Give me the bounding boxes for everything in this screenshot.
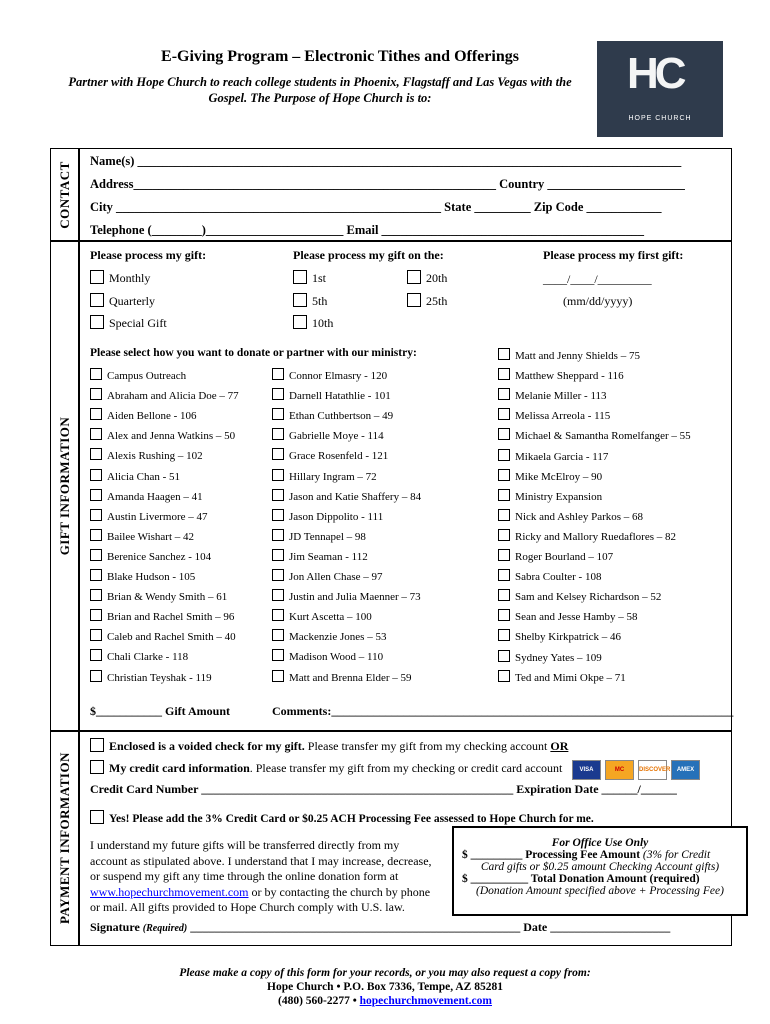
frequency-monthly[interactable]: Monthly	[90, 270, 150, 286]
footer-website-link[interactable]: hopechurchmovement.com	[359, 995, 492, 1007]
footer: Please make a copy of this form for your records, or you may also request a copy from: Hope Church • P.O. Box 7336, Tempe, AZ 85281 (480) 560-2277 • hopechurchmovement.com	[179, 967, 591, 1007]
ministry-option[interactable]: Matt and Jenny Shields – 75	[498, 348, 640, 362]
card-number-field[interactable]: Credit Card Number ____________________________________________________ Expiration Date ______/______	[90, 782, 677, 796]
ministry-option[interactable]: Jason and Katie Shaffery – 84	[272, 489, 421, 503]
checkbox[interactable]	[90, 408, 102, 420]
checkbox[interactable]	[272, 388, 284, 400]
checkbox[interactable]	[90, 649, 102, 661]
checkbox[interactable]	[407, 293, 421, 307]
ministry-option[interactable]: Alex and Jenna Watkins – 50	[90, 428, 235, 442]
ministry-option[interactable]: Berenice Sanchez - 104	[90, 549, 211, 563]
ministry-option[interactable]: Shelby Kirkpatrick – 46	[498, 629, 621, 643]
checkbox[interactable]	[498, 348, 510, 360]
checkbox[interactable]	[272, 408, 284, 420]
accepted-cards	[572, 758, 704, 780]
mastercard-icon: MC	[605, 760, 634, 780]
frequency-quarterly[interactable]: Quarterly	[90, 293, 155, 309]
ministry-option[interactable]: Connor Elmasry - 120	[272, 368, 387, 382]
gift-section-label: GIFT INFORMATION	[50, 240, 80, 732]
ministry-option[interactable]: Amanda Haagen – 41	[90, 489, 203, 503]
hope-church-logo	[597, 41, 723, 137]
ministry-option[interactable]: Matthew Sheppard - 116	[498, 368, 624, 382]
ministry-select-prompt: Please select how you want to donate or partner with our ministry:	[90, 347, 417, 359]
comments-field[interactable]: Comments:___________________________________________________________________	[272, 704, 734, 718]
voided-check-option[interactable]: Enclosed is a voided check for my gift. Please transfer my gift from my checking account OR	[90, 738, 568, 754]
checkbox[interactable]	[498, 569, 510, 581]
logo-mark: HC	[627, 49, 683, 98]
office-use-box: For Office Use Only $ _________ Processing Fee Amount (3% for Credit Card gifts or $0.25 amount Checking Account gifts) $ __________ Total Donation Amount (required) (Donation Amount specified above + Processing Fee)	[452, 826, 748, 916]
checkbox[interactable]	[272, 469, 284, 481]
checkbox[interactable]	[272, 629, 284, 641]
checkbox[interactable]	[293, 315, 307, 329]
ministry-option[interactable]: Bailee Wishart – 42	[90, 529, 194, 543]
logo-text: HOPE CHURCH	[628, 115, 692, 122]
checkbox[interactable]	[272, 569, 284, 581]
ministry-option[interactable]: Sean and Jesse Hamby – 58	[498, 609, 638, 623]
day-5th[interactable]: 5th	[293, 293, 327, 309]
ministry-option[interactable]: JD Tennapel – 98	[272, 529, 366, 543]
ministry-option[interactable]: Alexis Rushing – 102	[90, 448, 203, 462]
process-gift-label: Please process my gift:	[90, 248, 207, 262]
gift-amount-field[interactable]: $___________ Gift Amount	[90, 704, 231, 718]
ministry-option[interactable]: Melissa Arreola - 115	[498, 408, 610, 422]
checkbox[interactable]	[407, 270, 421, 284]
checkbox[interactable]	[90, 293, 104, 307]
website-link[interactable]: www.hopechurchmovement.com	[90, 884, 249, 899]
contact-section-label: CONTACT	[50, 148, 80, 242]
form-title: E-Giving Program – Electronic Tithes and Offerings	[161, 48, 519, 65]
checkbox[interactable]	[90, 448, 102, 460]
ministry-option[interactable]: Sam and Kelsey Richardson – 52	[498, 589, 661, 603]
discover-icon: DISCOVER	[638, 760, 667, 780]
ministry-option[interactable]: Ministry Expansion	[498, 489, 602, 503]
ministry-option[interactable]: Roger Bourland – 107	[498, 549, 613, 563]
city-state-zip-field[interactable]: City ____________________________________________________ State _________ Zip Code ____________	[90, 200, 662, 214]
ministry-option[interactable]: Darnell Hatathlie - 101	[272, 388, 391, 402]
checkbox[interactable]	[90, 388, 102, 400]
ministry-option[interactable]: Grace Rosenfeld - 121	[272, 448, 388, 462]
checkbox[interactable]	[498, 670, 510, 682]
checkbox[interactable]	[498, 589, 510, 601]
ministry-option[interactable]: Melanie Miller - 113	[498, 388, 607, 402]
ministry-option[interactable]: Brian and Rachel Smith – 96	[90, 609, 234, 623]
checkbox[interactable]	[90, 629, 102, 641]
ministry-option[interactable]: Ethan Cuthbertson – 49	[272, 408, 393, 422]
address-field[interactable]: Address__________________________________________________________ Country ______________________	[90, 177, 685, 191]
ministry-option[interactable]: Ricky and Mallory Ruedaflores – 82	[498, 529, 676, 543]
checkbox[interactable]	[90, 810, 104, 824]
ministry-option[interactable]: Michael & Samantha Romelfanger – 55	[498, 428, 691, 442]
checkbox[interactable]	[498, 449, 510, 461]
ministry-option[interactable]: Sydney Yates – 109	[498, 650, 602, 664]
frequency-special[interactable]: Special Gift	[90, 315, 167, 331]
checkbox[interactable]	[90, 529, 102, 541]
checkbox[interactable]	[498, 368, 510, 380]
checkbox[interactable]	[90, 738, 104, 752]
day-20th[interactable]: 20th	[407, 270, 447, 286]
checkbox[interactable]	[90, 569, 102, 581]
checkbox[interactable]	[498, 509, 510, 521]
checkbox[interactable]	[498, 469, 510, 481]
ministry-option[interactable]: Madison Wood – 110	[272, 649, 383, 663]
day-25th[interactable]: 25th	[407, 293, 447, 309]
checkbox[interactable]	[272, 428, 284, 440]
checkbox[interactable]	[498, 609, 510, 621]
ministry-option[interactable]: Matt and Brenna Elder – 59	[272, 670, 412, 684]
date-format-hint: (mm/dd/yyyy)	[563, 294, 633, 308]
ministry-option[interactable]: Blake Hudson - 105	[90, 569, 195, 583]
checkbox[interactable]	[90, 670, 102, 682]
checkbox[interactable]	[293, 270, 307, 284]
checkbox[interactable]	[90, 549, 102, 561]
ministry-option[interactable]: Mike McElroy – 90	[498, 469, 602, 483]
ministry-option[interactable]: Nick and Ashley Parkos – 68	[498, 509, 643, 523]
ministry-option[interactable]: Campus Outreach	[90, 368, 186, 382]
ministry-option[interactable]: Austin Livermore – 47	[90, 509, 208, 523]
checkbox[interactable]	[272, 670, 284, 682]
ministry-option[interactable]: Ted and Mimi Okpe – 71	[498, 670, 626, 684]
ministry-option[interactable]: Jim Seaman - 112	[272, 549, 368, 563]
checkbox[interactable]	[293, 293, 307, 307]
checkbox[interactable]	[272, 649, 284, 661]
checkbox[interactable]	[498, 549, 510, 561]
checkbox[interactable]	[90, 589, 102, 601]
ministry-option[interactable]: Mikaela Garcia - 117	[498, 449, 608, 463]
checkbox[interactable]	[90, 315, 104, 329]
day-10th[interactable]: 10th	[293, 315, 333, 331]
amex-icon: AMEX	[671, 760, 700, 780]
ministry-option[interactable]: Abraham and Alicia Doe – 77	[90, 388, 239, 402]
ministry-option[interactable]: Caleb and Rachel Smith – 40	[90, 629, 236, 643]
ministry-option[interactable]: Sabra Coulter - 108	[498, 569, 601, 583]
checkbox[interactable]	[90, 489, 102, 501]
credit-card-option[interactable]: My credit card information. Please transfer my gift from my checking or credit card account	[90, 760, 562, 776]
checkbox[interactable]	[498, 489, 510, 501]
ministry-option[interactable]: Jon Allen Chase – 97	[272, 569, 383, 583]
process-first-label: Please process my first gift:	[543, 248, 684, 262]
checkbox[interactable]	[498, 388, 510, 400]
form-subtitle: Partner with Hope Church to reach college students in Phoenix, Flagstaff and Las Vegas with the Gospel. The Purpose of Hope Church is to:	[68, 75, 572, 105]
ministry-option[interactable]: Justin and Julia Maenner – 73	[272, 589, 421, 603]
ministry-option[interactable]: Kurt Ascetta – 100	[272, 609, 372, 623]
checkbox[interactable]	[90, 760, 104, 774]
checkbox[interactable]	[498, 428, 510, 440]
process-on-label: Please process my gift on the:	[293, 248, 444, 262]
day-1st[interactable]: 1st	[293, 270, 326, 286]
checkbox[interactable]	[90, 509, 102, 521]
first-gift-date-field[interactable]: ____/____/_________	[543, 272, 652, 286]
checkbox[interactable]	[272, 529, 284, 541]
ministry-option[interactable]: Chali Clarke - 118	[90, 649, 188, 663]
payment-section-label: PAYMENT INFORMATION	[50, 730, 80, 946]
checkbox[interactable]	[498, 529, 510, 541]
ministry-option[interactable]: Mackenzie Jones – 53	[272, 629, 386, 643]
checkbox[interactable]	[272, 609, 284, 621]
checkbox[interactable]	[272, 489, 284, 501]
checkbox[interactable]	[272, 368, 284, 380]
processing-fee-option[interactable]: Yes! Please add the 3% Credit Card or $0.25 ACH Processing Fee assessed to Hope Church for me.	[90, 810, 594, 825]
ministry-option[interactable]: Brian & Wendy Smith – 61	[90, 589, 227, 603]
checkbox[interactable]	[498, 408, 510, 420]
ministry-option[interactable]: Aiden Bellone - 106	[90, 408, 197, 422]
phone-email-field[interactable]: Telephone (________)______________________ Email __________________________________________	[90, 223, 645, 237]
ministry-option[interactable]: Alicia Chan - 51	[90, 469, 180, 483]
checkbox[interactable]	[90, 270, 104, 284]
names-field[interactable]: Name(s) _______________________________________________________________________________________	[90, 154, 682, 168]
checkbox[interactable]	[498, 629, 510, 641]
ministry-option[interactable]: Gabrielle Moye - 114	[272, 428, 384, 442]
checkbox[interactable]	[272, 448, 284, 460]
checkbox[interactable]	[272, 549, 284, 561]
checkbox[interactable]	[272, 509, 284, 521]
checkbox[interactable]	[90, 368, 102, 380]
signature-field[interactable]: Signature (Required) _______________________________________________________ Date ____________________	[90, 920, 671, 934]
visa-icon: VISA	[572, 760, 601, 780]
checkbox[interactable]	[90, 609, 102, 621]
checkbox[interactable]	[498, 650, 510, 662]
ministry-option[interactable]: Christian Teyshak - 119	[90, 670, 212, 684]
checkbox[interactable]	[90, 428, 102, 440]
consent-text: I understand my future gifts will be transferred directly from my account as stipulated above. I understand that I may increase, decrease, or suspend my gift any time through the online donation form at www.hopechurchmovement.com or by contacting the church by phone or mail. All gifts provided to Hope Church comply with U.S. law.	[90, 838, 432, 914]
checkbox[interactable]	[272, 589, 284, 601]
checkbox[interactable]	[90, 469, 102, 481]
ministry-option[interactable]: Hillary Ingram – 72	[272, 469, 377, 483]
ministry-option[interactable]: Jason Dippolito - 111	[272, 509, 383, 523]
